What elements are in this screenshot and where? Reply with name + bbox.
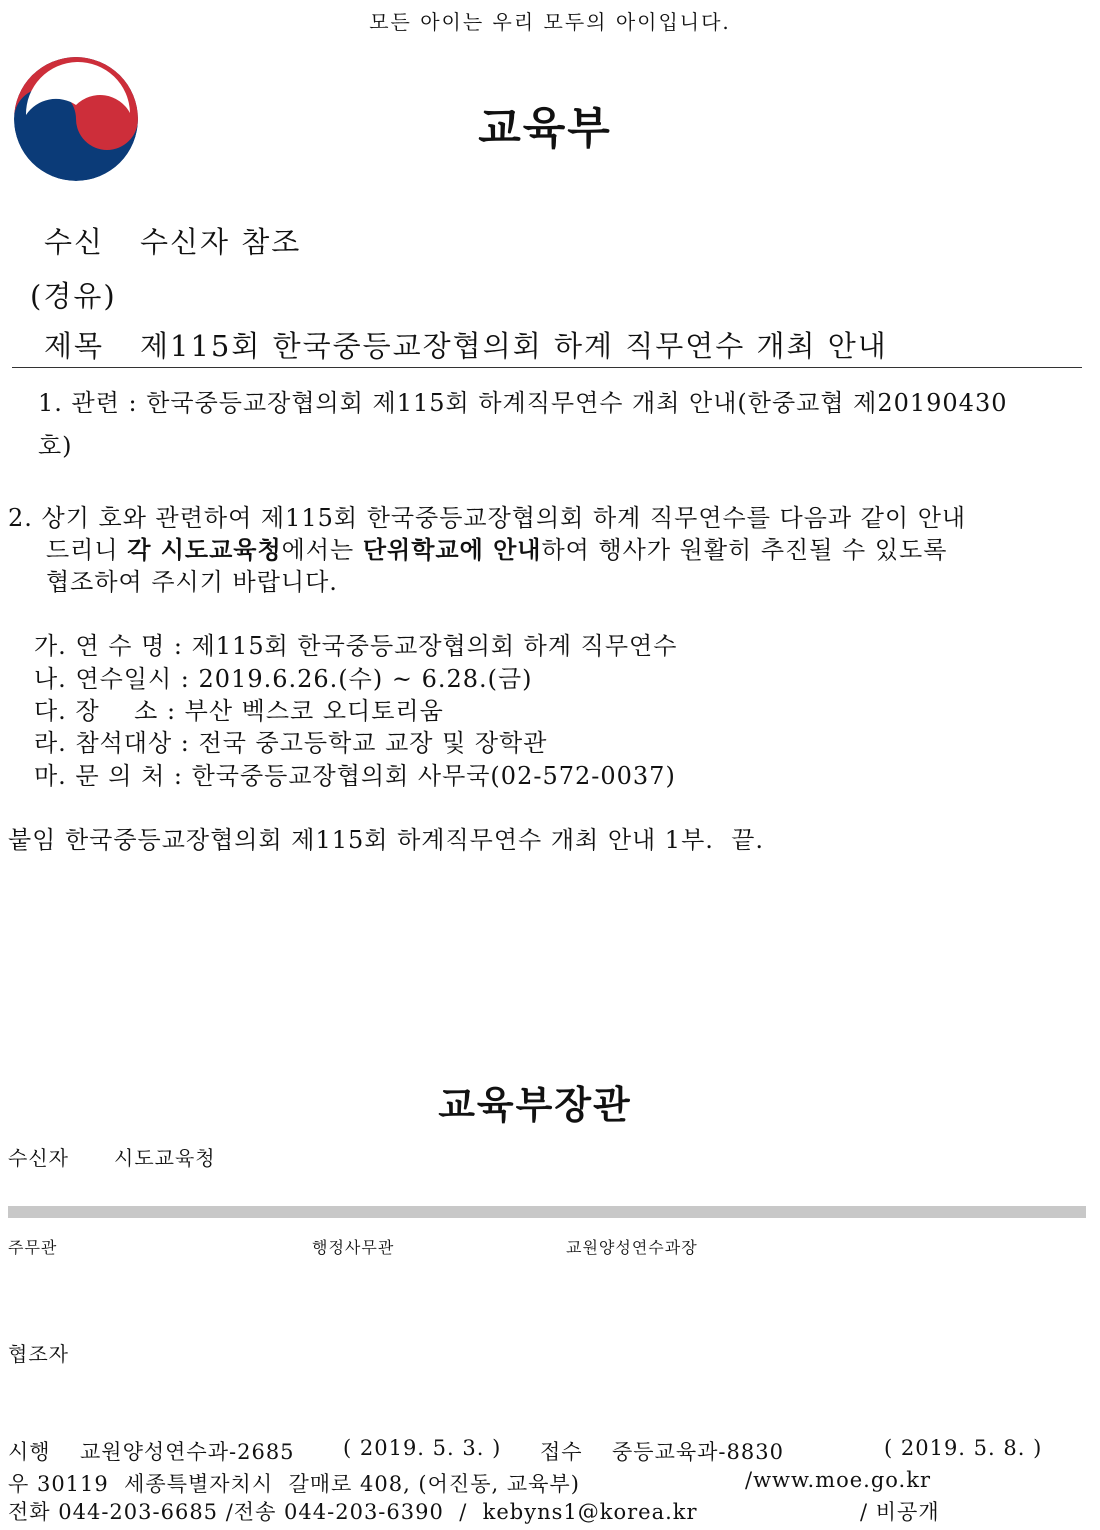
subject-value: 제115회 한국중등교장협의회 하계 직무연수 개최 안내 bbox=[140, 329, 888, 363]
detail-item: 가. 연 수 명 : 제115회 한국중등교장협의회 하계 직무연수 bbox=[34, 632, 678, 660]
detail-item: 다. 장 소 : 부산 벡스코 오디토리움 bbox=[34, 697, 444, 725]
recipients-value: 시도교육청 bbox=[114, 1146, 216, 1170]
item-2-line-3: 협조하여 주시기 바랍니다. bbox=[46, 568, 338, 596]
item-2-bold-offices: 각 시도교육청 bbox=[127, 536, 282, 564]
recipient-value: 수신자 참조 bbox=[140, 225, 302, 259]
item-2-text-e: 하여 행사가 원활히 추진될 수 있도록 bbox=[541, 536, 948, 564]
header-divider bbox=[12, 367, 1082, 368]
via-label: (경유) bbox=[30, 279, 117, 313]
subject-label: 제목 bbox=[44, 329, 105, 363]
divider-band bbox=[8, 1206, 1086, 1218]
item-2-text-a: 드리니 bbox=[46, 536, 128, 564]
enforce-date: ( 2019. 5. 3. ) bbox=[343, 1436, 502, 1460]
disclosure-status: / 비공개 bbox=[860, 1500, 940, 1524]
detail-item: 라. 참석대상 : 전국 중고등학교 교장 및 장학관 bbox=[34, 729, 548, 757]
recipients-label: 수신자 bbox=[8, 1146, 69, 1170]
recipient-label: 수신 bbox=[44, 225, 105, 259]
detail-item: 마. 문 의 처 : 한국중등교장협의회 사무국(02-572-0037) bbox=[34, 762, 676, 790]
minister-signature: 교육부장관 bbox=[438, 1082, 632, 1127]
detail-item: 나. 연수일시 : 2019.6.26.(수) ~ 6.28.(금) bbox=[34, 665, 533, 693]
receive-number: 중등교육과-8830 bbox=[612, 1440, 784, 1464]
approval-director: 교원양성연수과장 bbox=[566, 1238, 698, 1257]
item-2-bold-schools: 단위학교에 안내 bbox=[362, 536, 542, 564]
approval-admin-officer: 행정사무관 bbox=[312, 1238, 395, 1257]
item-2-line-2 bbox=[46, 530, 947, 565]
approval-officer: 주무관 bbox=[8, 1238, 58, 1257]
organization-title: 교육부 bbox=[478, 103, 612, 154]
contact-line: 전화 044-203-6685 /전송 044-203-6390 / kebyns1@korea.kr bbox=[8, 1500, 698, 1524]
slogan: 모든 아이는 우리 모두의 아이입니다. bbox=[369, 10, 731, 34]
attachment-line: 붙임 한국중등교장협의회 제115회 하계직무연수 개최 안내 1부. 끝. bbox=[8, 826, 764, 854]
item-1-line-2: 호) bbox=[38, 432, 73, 460]
address: 우 30119 세종특별자치시 갈매로 408, (어진동, 교육부) bbox=[8, 1472, 580, 1496]
receive-label: 접수 bbox=[540, 1440, 583, 1464]
receive-date: ( 2019. 5. 8. ) bbox=[884, 1436, 1043, 1460]
item-2-text-c: 에서는 bbox=[281, 536, 363, 564]
item-1-line-1: 1. 관련 : 한국중등교장협의회 제115회 하계직무연수 개최 안내(한중교협 제20190430 bbox=[38, 389, 1008, 417]
item-2-line-1: 2. 상기 호와 관련하여 제115회 한국중등교장협의회 하계 직무연수를 다음과 같이 안내 bbox=[8, 504, 967, 532]
enforce-label: 시행 bbox=[8, 1440, 51, 1464]
enforce-number: 교원양성연수과-2685 bbox=[80, 1440, 295, 1464]
website-link[interactable]: /www.moe.go.kr bbox=[745, 1468, 931, 1492]
cooperator-label: 협조자 bbox=[8, 1342, 69, 1366]
